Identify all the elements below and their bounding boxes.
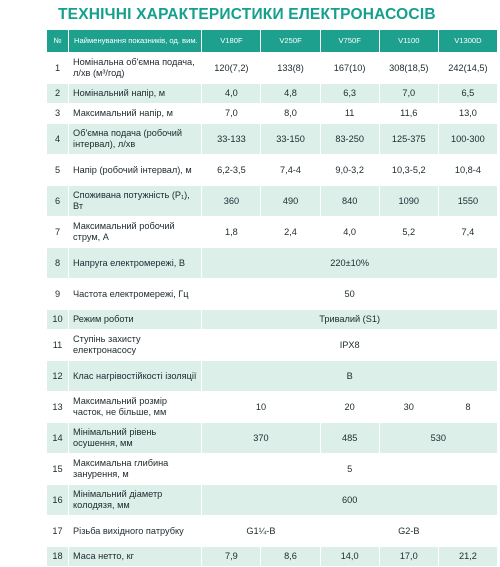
cell-value: 7,0 — [202, 104, 261, 124]
cell-value: 10,3-5,2 — [379, 155, 438, 186]
table-row — [47, 186, 498, 217]
cell-value: 490 — [261, 186, 320, 217]
table-row — [47, 104, 498, 124]
table-row — [47, 124, 498, 155]
cell-value: 8 — [438, 392, 497, 423]
table-row — [47, 84, 498, 104]
table-row — [47, 217, 498, 248]
table-row — [47, 53, 498, 84]
cell-value: 13,0 — [438, 104, 497, 124]
cell-value: 308(18,5) — [379, 53, 438, 84]
row-label: Клас нагрівостійкості ізоляції — [69, 361, 202, 392]
cell-value: Тривалий (S1) — [202, 310, 498, 330]
cell-value: 50 — [202, 279, 498, 310]
cell-value: IPX8 — [202, 330, 498, 361]
table-row — [47, 330, 498, 361]
table-row — [47, 279, 498, 310]
row-number: 9 — [47, 279, 69, 310]
cell-value: 14,0 — [320, 547, 379, 567]
cell-value: 242(14,5) — [438, 53, 497, 84]
cell-value: 840 — [320, 186, 379, 217]
header-model: V1300D — [438, 30, 497, 53]
table-row — [47, 361, 498, 392]
cell-value: 370 — [202, 423, 320, 454]
cell-value: 6,5 — [438, 84, 497, 104]
row-label: Максимальний напір, м — [69, 104, 202, 124]
table-row — [47, 248, 498, 279]
row-label: Номінальний напір, м — [69, 84, 202, 104]
row-number: 4 — [47, 124, 69, 155]
cell-value: 600 — [202, 485, 498, 516]
cell-value: 1,8 — [202, 217, 261, 248]
row-label: Об'ємна подача (робочий інтервал), л/хв — [69, 124, 202, 155]
cell-value: 8,0 — [261, 104, 320, 124]
cell-value: 4,0 — [202, 84, 261, 104]
cell-value: 5 — [202, 454, 498, 485]
row-number: 13 — [47, 392, 69, 423]
table-row — [47, 423, 498, 454]
cell-value: 6,2-3,5 — [202, 155, 261, 186]
cell-value: 7,4-4 — [261, 155, 320, 186]
cell-value: 21,2 — [438, 547, 497, 567]
row-label: Напруга електромережі, В — [69, 248, 202, 279]
table-row — [47, 485, 498, 516]
table-row — [47, 392, 498, 423]
row-number: 18 — [47, 547, 69, 567]
row-label: Мінімальний діаметр колодязя, мм — [69, 485, 202, 516]
cell-value: 7,9 — [202, 547, 261, 567]
row-number: 7 — [47, 217, 69, 248]
row-number: 16 — [47, 485, 69, 516]
row-label: Напір (робочий інтервал), м — [69, 155, 202, 186]
table-row — [47, 310, 498, 330]
row-number: 2 — [47, 84, 69, 104]
row-label: Різьба вихідного патрубку — [69, 516, 202, 547]
header-model: V750F — [320, 30, 379, 53]
cell-value: 83-250 — [320, 124, 379, 155]
header-model: V1100 — [379, 30, 438, 53]
spec-table — [46, 29, 498, 567]
cell-value: 125-375 — [379, 124, 438, 155]
row-number: 12 — [47, 361, 69, 392]
cell-value: 167(10) — [320, 53, 379, 84]
row-number: 6 — [47, 186, 69, 217]
cell-value: 10 — [202, 392, 320, 423]
page-title: ТЕХНІЧНІ ХАРАКТЕРИСТИКИ ЕЛЕКТРОНАСОСІВ — [58, 6, 436, 23]
cell-value: 120(7,2) — [202, 53, 261, 84]
cell-value: 11 — [320, 104, 379, 124]
cell-value: 6,3 — [320, 84, 379, 104]
row-label: Споживана потужність (P₁), Вт — [69, 186, 202, 217]
cell-value: 4,0 — [320, 217, 379, 248]
row-number: 10 — [47, 310, 69, 330]
table-header-row — [47, 30, 498, 53]
table-row — [47, 547, 498, 567]
row-number: 5 — [47, 155, 69, 186]
row-label: Режим роботи — [69, 310, 202, 330]
cell-value: 17,0 — [379, 547, 438, 567]
row-label: Максимальний робочий струм, А — [69, 217, 202, 248]
cell-value: 8,6 — [261, 547, 320, 567]
cell-value: 100-300 — [438, 124, 497, 155]
row-label: Максимальний розмір часток, не більше, мм — [69, 392, 202, 423]
cell-value: 11,6 — [379, 104, 438, 124]
row-number: 8 — [47, 248, 69, 279]
row-number: 1 — [47, 53, 69, 84]
cell-value: B — [202, 361, 498, 392]
row-label: Частота електромережі, Гц — [69, 279, 202, 310]
cell-value: 133(8) — [261, 53, 320, 84]
cell-value: 7,0 — [379, 84, 438, 104]
cell-value: 33-133 — [202, 124, 261, 155]
cell-value: 9,0-3,2 — [320, 155, 379, 186]
row-number: 11 — [47, 330, 69, 361]
table-row — [47, 516, 498, 547]
header-num: № — [47, 30, 69, 53]
cell-value: G1¼-B — [202, 516, 320, 547]
row-label: Максимальна глибина занурення, м — [69, 454, 202, 485]
cell-value: 4,8 — [261, 84, 320, 104]
cell-value: 7,4 — [438, 217, 497, 248]
row-number: 14 — [47, 423, 69, 454]
cell-value: 485 — [320, 423, 379, 454]
cell-value: 360 — [202, 186, 261, 217]
header-model: V250F — [261, 30, 320, 53]
cell-value: 220±10% — [202, 248, 498, 279]
header-name: Найменування показників, од. вим. — [69, 30, 202, 53]
row-number: 3 — [47, 104, 69, 124]
cell-value: 1550 — [438, 186, 497, 217]
table-row — [47, 155, 498, 186]
cell-value: 530 — [379, 423, 497, 454]
row-number: 17 — [47, 516, 69, 547]
row-number: 15 — [47, 454, 69, 485]
table-row — [47, 454, 498, 485]
row-label: Маса нетто, кг — [69, 547, 202, 567]
row-label: Ступінь захисту електронасосу — [69, 330, 202, 361]
cell-value: 20 — [320, 392, 379, 423]
cell-value: 2,4 — [261, 217, 320, 248]
row-label: Мінімальний рівень осушення, мм — [69, 423, 202, 454]
cell-value: 5,2 — [379, 217, 438, 248]
row-label: Номінальна об'ємна подача, л/хв (м³/год) — [69, 53, 202, 84]
cell-value: G2-B — [320, 516, 497, 547]
cell-value: 1090 — [379, 186, 438, 217]
cell-value: 33-150 — [261, 124, 320, 155]
header-model: V180F — [202, 30, 261, 53]
cell-value: 10,8-4 — [438, 155, 497, 186]
cell-value: 30 — [379, 392, 438, 423]
